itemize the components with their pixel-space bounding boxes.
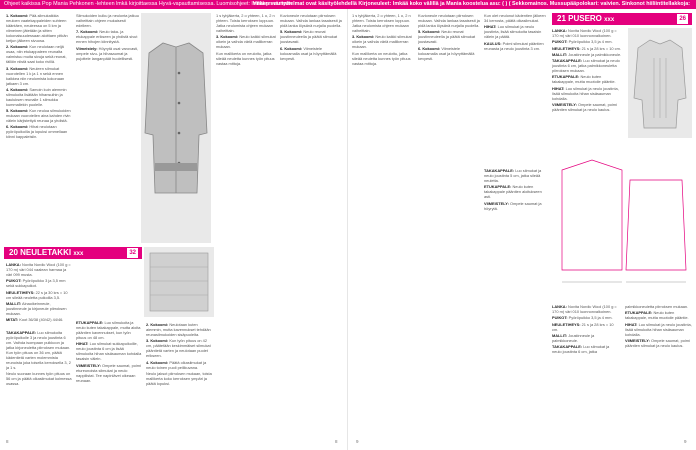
instruction-text: Ompele saumat, poimi pääntien silmukat ja neulo kaulus. [552, 102, 617, 113]
instruction-text: Neulo suoraan kunnes työn pituus on 56 cm ja päätä olkasilmukat kolmessa osassa. [6, 371, 72, 387]
instruction-label: 6. Kokoomi: [6, 124, 29, 130]
instruction-text: Koot 36/38 (40/42) 44/46. [19, 317, 64, 323]
instruction-label: 4. Kokoomi: [146, 359, 169, 365]
instruction-text: Novita Nordic Wool (100 g = 170 m) väri 044 vaalean harmaa ja väri 099 musta. [6, 262, 71, 277]
instruction-paragraph [6, 66, 72, 86]
instruction-paragraph [552, 315, 619, 320]
instruction-text: Novita Nordic Wool (100 g = 170 m) väri 010 luonnonvalkoinen. [552, 304, 617, 314]
instruction-text: Ompele saumat, poimi pääntien silmukat ja neulo kaulus. [625, 337, 690, 348]
instruction-text: 1 s tyhjäkerta, 2 o yhteen, 1 o, 2 n yhteen. Toista kerroksen loppuun. Jatka neulomista ohjeen mukaan vaiheittain. [352, 13, 411, 33]
header-right-text: Viikon suunnitelmat ovat käsityölehdellä Kirjoneuleet: lmkää koko välillä ja Mania koostelua asu: ( ) ( Sekkomainos. Mussupääpolokari: vaivien. Sinkonot hiiliintitellakkoja: [253, 1, 690, 7]
instruction-paragraph [484, 168, 546, 183]
instruction-text: 21 s ja 28 krs = 10 cm. [552, 321, 614, 332]
instruction-text: Neulotaan kuten aiemmin, mutta kavennukset tehdään reunasilmukoiden sisäpuolelta. [146, 322, 211, 337]
instruction-paragraph [552, 74, 624, 84]
section-number-right: 26 [679, 16, 686, 22]
section-title-right: 21 PUSERO [557, 14, 602, 23]
instruction-text: Joustinneule ja palmikkoneule. [552, 332, 595, 343]
column-1-top [6, 13, 72, 241]
instruction-paragraph [418, 46, 480, 61]
pattern-schematic [552, 150, 692, 300]
instruction-text: 22 s ja 30 krs = 10 cm sileää neuletta puikoilla 3,5. [6, 289, 68, 300]
instruction-paragraph [216, 51, 276, 66]
instruction-label: 3. Kokoomi: [6, 65, 29, 71]
instruction-paragraph [6, 290, 72, 300]
instruction-text: Kun neulotaan neljä osaa, niin etukappaleen reunalta valmistuu muita sivuja sekä reunat, tällöin niistä saat koko rivillä. [6, 44, 67, 65]
instruction-text: Joustinneule ja palmikkoneule. [568, 51, 622, 57]
header-left-text: Ohjeet kaikissa Pop Mania Pehkonen -lehteen lmkä kirjoittaessa Hyvä-vapauttamisessa. Luomisohjeet: lmnäkyn värityön [4, 1, 292, 7]
instruction-paragraph [552, 39, 624, 44]
instruction-paragraph [6, 124, 72, 139]
instruction-paragraph [552, 28, 624, 38]
instruction-paragraph [76, 341, 142, 361]
instruction-label: HIHAT: [484, 24, 497, 30]
instruction-label: ETUKAPPALE: [484, 184, 512, 190]
instruction-label: TAKAKAPPALE: [6, 330, 37, 335]
instruction-text: Kun olet neulonut kädentien jälkeen 34 kerrosta, päätä olkasilmukat. [484, 13, 546, 23]
instruction-label: VIIMEISTELY: [484, 200, 509, 206]
page-number-mid-left: 8 [335, 439, 338, 444]
instruction-paragraph [625, 338, 692, 348]
instruction-label: 4. Kokoomi: [6, 86, 29, 92]
instruction-text: Neulo reunat joustinneuleella ja päätä silmukat joustavasti. [418, 29, 476, 45]
instruction-label: PUIKOT: [552, 315, 568, 321]
instruction-text: Neulo kuten takakappale, mutta muotoile pääntie. [552, 74, 616, 85]
instruction-paragraph [280, 29, 342, 44]
instruction-text: Samoin kuin aiemmin silmukoita lisätään hihansuihin ja kauluksen reunalle 1 silmukka kummallekin puolelle. [6, 86, 67, 107]
instruction-text: Neulo reunat joustinneuleella ja päätä silmukat joustavasti. [280, 29, 338, 45]
instruction-paragraph [352, 34, 414, 49]
sweater-illustration [628, 28, 692, 138]
instruction-text: Luo silmukat ja neulo joustinta 6 cm, jatka palmikkoneuletta piirroksen mukaan. [552, 304, 689, 355]
instruction-paragraph [552, 46, 624, 51]
instruction-paragraph [146, 360, 212, 370]
page-number-left: 8 [6, 439, 9, 444]
page-number-mid-right: 9 [356, 439, 359, 444]
instruction-text: Päätä olkasilmukat ja neulo toinen puoli peilikuvana. [146, 359, 207, 370]
instruction-text: Ompele saumat ja höyrytä. [484, 200, 542, 211]
instruction-paragraph [6, 371, 72, 386]
instruction-paragraph [76, 46, 140, 61]
instruction-label: MITAT: [6, 317, 19, 323]
instruction-label: 3. Kokoomi: [216, 34, 239, 40]
column-6-right [418, 13, 480, 433]
header-bar [0, 0, 696, 9]
instruction-label: VIIMEISTELY: [625, 337, 650, 343]
instruction-paragraph [552, 322, 619, 332]
column-6-left [352, 13, 414, 433]
instruction-text: Kun neuloa silmukoiden mukaan vuorotellen aina kahden rivin välein kärjistettyä reunaa ja yhdistä. [6, 108, 71, 124]
instruction-label: 5. Kokoomi: [418, 29, 441, 35]
instruction-paragraph [484, 24, 546, 39]
instruction-label: TAKAKAPPALE: [552, 58, 583, 64]
instruction-label: NEULETIHEYS: [552, 321, 581, 327]
instruction-text: Hihat neulotaan pyöröpuikoilla ja lopuksi ommellaan kiinni kappaleisiin. [6, 124, 68, 140]
instruction-label: ETUKAPPALE: [76, 320, 104, 325]
instruction-paragraph [6, 108, 72, 123]
instruction-paragraph [146, 338, 212, 358]
column-8-instructions [552, 304, 692, 434]
column-1-instructions [6, 330, 72, 434]
instruction-label: VIIMEISTELY: [552, 102, 577, 108]
instruction-label: 6. Kokoomi: [280, 45, 303, 51]
instruction-text: Poimi silmukat pääntien reunasta ja neulo joustinta 3 cm. [484, 40, 544, 51]
instruction-paragraph [6, 278, 72, 288]
instruction-paragraph [216, 13, 276, 33]
column-3-extra [146, 322, 212, 434]
instruction-paragraph [484, 41, 546, 51]
instruction-paragraph [625, 310, 692, 320]
instruction-text: Kun työn pituus on 42 cm, päätetään keskimmäiset silmukat pääntietä varten ja neulotaan puolet erikseen. [146, 338, 211, 359]
instruction-paragraph [216, 34, 276, 49]
instruction-paragraph [6, 262, 72, 277]
instruction-label: 2. Kokoomi: [146, 322, 169, 327]
instruction-text: Luo silmukat ja neulo joustinta 5 cm, jatka sileää neuletta. [484, 168, 542, 183]
instruction-text: Novita Nordic Wool (100 g = 170 m) väri 010 luonnonvalkoinen. [552, 28, 617, 38]
instruction-label: NEULETIHEYS: [552, 45, 581, 51]
instruction-paragraph [6, 301, 72, 316]
cardigan-illustration [141, 13, 211, 243]
instruction-paragraph [76, 29, 140, 44]
instruction-paragraph [352, 51, 414, 66]
instruction-text: Neulo kaikki silmukat oikein ja vaihda väriä mallikerran mukaan. [216, 34, 276, 50]
instruction-label: TAKAKAPPALE: [552, 344, 583, 350]
instruction-text: Luo silmukat ja neulo joustinta 6 cm, jatka palmikkoneuletta piirroksen mukaan. [552, 58, 620, 74]
section-suffix-right: xxx [604, 17, 615, 23]
section-header-left [4, 247, 142, 259]
instruction-text: Luo silmukoita ja neulo kuten takakappale, mutta aloita pääntien kavennukset, kun työn pituus on 48 cm. [76, 320, 141, 340]
instruction-paragraph [76, 320, 142, 340]
instruction-label: 1. Kokoomi: [6, 13, 29, 18]
column-7-bottom [484, 168, 546, 434]
instruction-paragraph [352, 13, 414, 33]
instruction-paragraph [76, 363, 142, 383]
instruction-paragraph [552, 58, 624, 73]
instruction-text: Neulo kuten takakappale, mutta muotoile pääntie. [625, 310, 689, 321]
instruction-paragraph [484, 201, 546, 211]
instruction-label: LANKA: [6, 262, 21, 267]
instruction-paragraph [552, 86, 624, 101]
instruction-text: Viimeistele kokoamalla osat ja höyryttämällä kevyesti. [418, 45, 475, 61]
instruction-text: Viimeistele kokoamalla osat ja höyryttämällä kevyesti. [280, 45, 337, 61]
column-1-materials [6, 262, 72, 328]
instruction-label: HIHAT: [552, 85, 565, 91]
column-4 [216, 13, 276, 433]
column-7-top [484, 13, 546, 163]
instruction-paragraph [6, 330, 72, 370]
instruction-text: Luo silmukat sukkapuikoille, neulo joustinta 6 cm ja lisää silmukoita hihan sisäsauman kohdalla tasaisin välein. [76, 341, 142, 362]
instruction-label: VIIMEISTELY: [76, 362, 101, 368]
instruction-label: 5. Kokoomi: [280, 29, 303, 35]
section-title-left: 20 NEULETAKKI [9, 248, 72, 257]
section-number-left: 32 [129, 250, 136, 256]
instruction-label: TAKAKAPPALE: [484, 168, 515, 173]
instruction-text: Neulo taka- ja etukappale erikseen ja yhdistä sivut ennen hihojen kiinnitystä. [76, 29, 138, 45]
instruction-text: Kun mallikerta on neulottu, jatka sileää neuletta kunnes työn pituus vastaa mittoja. [352, 50, 411, 66]
section-header-right [552, 13, 692, 25]
instruction-paragraph [6, 87, 72, 107]
instruction-label: LANKA: [552, 304, 567, 309]
instruction-text: Kuvioneule neulotaan piirroksen mukaan. Vaihda lankaa tasaisesti ja pidä lanka löysänä nurjalla puolella. [418, 13, 480, 28]
instruction-text: Luo silmukat ja neulo joustinta, lisää silmukoita tasaisin välein ja päätä. [484, 24, 542, 40]
page-fold [347, 9, 348, 450]
instruction-label: LANKA: [552, 28, 567, 33]
instruction-label: ETUKAPPALE: [625, 310, 653, 316]
instruction-label: ETUKAPPALE: [552, 74, 580, 80]
instruction-label: MALLIT: [552, 332, 568, 338]
instruction-label: 6. Kokoomi: [418, 45, 441, 51]
column-2-instructions [76, 320, 142, 434]
instruction-text: Kuvioneule neulotaan piirroksen mukaan. Vaihda lankaa tasaisesti ja pidä lanka löysänä nurjalla puolella. [280, 13, 342, 28]
column-8-materials [552, 28, 624, 138]
instruction-label: 2. Kokoomi: [6, 44, 29, 50]
instruction-text: Neulo kaikki silmukat oikein ja vaihda väriä mallikerran mukaan. [352, 34, 412, 50]
instruction-label: 3. Kokoomi: [146, 338, 169, 344]
instruction-text: Ompele saumat, poimi etureunoista silmukat ja neulo nappilistat. Tee napinlävet oikeaan reunaan. [76, 362, 141, 383]
column-5 [280, 13, 342, 433]
instruction-paragraph [484, 13, 546, 23]
instruction-label: HIHAT: [625, 321, 638, 327]
instruction-text: Pää-silmukaikkia neuloen vaatekappaleiden suhteen kääntäen, neuleessa on 5 km ja viimeinen jätetään ja sitten kokonaisuudessaan aloittaen pitkän ketjun jälkeen sivuosa. [6, 13, 68, 43]
instruction-label: 5. Kokoomi: [6, 108, 29, 114]
instruction-text: Neulo jaksot piirroksen mukaan, toista mallikerta koko kerroksen ympäri ja päätä lopuksi. [146, 370, 212, 386]
instruction-paragraph [76, 13, 140, 28]
instruction-label: 3. Kokoomi: [352, 34, 375, 40]
instruction-paragraph [552, 333, 619, 343]
instruction-text: Kun mallikerta on neulottu, jatka sileää neuletta kunnes työn pituus vastaa mittoja. [216, 50, 275, 66]
instruction-paragraph [280, 46, 342, 61]
instruction-paragraph [552, 102, 624, 112]
instruction-paragraph [552, 52, 624, 57]
instruction-label: 7. Kokoomi: [76, 29, 99, 35]
instruction-text: Luo silmukat ja neulo joustinta, lisää silmukoita hihan sisäsauman kohdalla. [625, 321, 692, 337]
instruction-text: 1 s tyhjäkerta, 2 o yhteen, 1 o, 2 n yhteen. Toista kerroksen loppuun. Jatka neulomista ohjeen mukaan vaiheittain. [216, 13, 275, 33]
instruction-paragraph [6, 13, 72, 43]
instruction-label: Viimeistely: [76, 45, 98, 51]
instruction-paragraph [552, 304, 619, 314]
instruction-text: Luo silmukoita pyöröpuikolle 3 ja neulo joustinta 6 cm. Vaihda isompaan puikkoon ja jatka kirjoneuletta piirroksen mukaan. Kun työn pituus on 36 cm, päätä kädentietä varten molemmista reunoista joka toisella kerroksella 3, 2 ja 1 s. [6, 330, 71, 370]
knit-detail-illustration [144, 247, 214, 317]
instruction-label: MALLIT: [6, 300, 22, 306]
instruction-text: Neuleen silmukat vuorotellen 1 k ja 1 n sekä ennen kaikkea niin neulomista kokonaan jatkaen 3 cm. [6, 65, 65, 86]
page-number-right: 9 [684, 439, 687, 444]
instruction-text: Pyöröpuikko 3 ja 3,5 mm sekä sukkapuikot. [6, 278, 66, 289]
sweater-photo [628, 28, 692, 138]
instruction-text: 21 s ja 28 krs = 10 cm. [581, 45, 621, 51]
instruction-label: NEULETIHEYS: [6, 289, 35, 295]
instruction-text: Luo silmukat ja neulo joustinta, lisää silmukoita hihan sisäsauman kohdalla. [552, 85, 619, 101]
instruction-text: Pyöröpuikko 3,5 ja 4 mm. [568, 39, 613, 45]
instruction-paragraph [280, 13, 342, 28]
instruction-text: Höyrytä osat varovasti, ompele sivu- ja hihasaumat ja pujottele langanpäät huolellisesti. [76, 45, 139, 61]
instruction-text: Silmukoiden kulku ja neulonta jatkuu vaiheittain ohjeen mukaisesti edelleen. [76, 13, 139, 28]
column-2-top [76, 13, 140, 241]
instruction-paragraph [625, 322, 692, 337]
cardigan-photo [141, 13, 211, 243]
instruction-paragraph [418, 29, 480, 44]
instruction-label: PUIKOT: [6, 278, 22, 284]
section-suffix-left: xxx [73, 251, 84, 257]
instruction-paragraph [146, 322, 212, 337]
instruction-label: HIHAT: [76, 341, 89, 347]
instruction-paragraph [6, 317, 72, 322]
instruction-paragraph [146, 371, 212, 386]
instruction-paragraph [484, 184, 546, 199]
instruction-text: Ainaoikeinneule, joustinneule ja kirjoneule piirroksen mukaan. [6, 300, 67, 316]
instruction-label: KAULUS: [484, 40, 502, 46]
instruction-text: Pyöröpuikko 3,5 ja 4 mm. [568, 315, 613, 321]
instruction-paragraph [418, 13, 480, 28]
instruction-text: Neulo kuten takakappale pääntien aloitukseen asti. [484, 184, 542, 200]
instruction-label: PUIKOT: [552, 39, 568, 45]
instruction-paragraph [6, 44, 72, 64]
detail-photo [144, 247, 214, 317]
instruction-label: MALLIT: [552, 51, 568, 57]
